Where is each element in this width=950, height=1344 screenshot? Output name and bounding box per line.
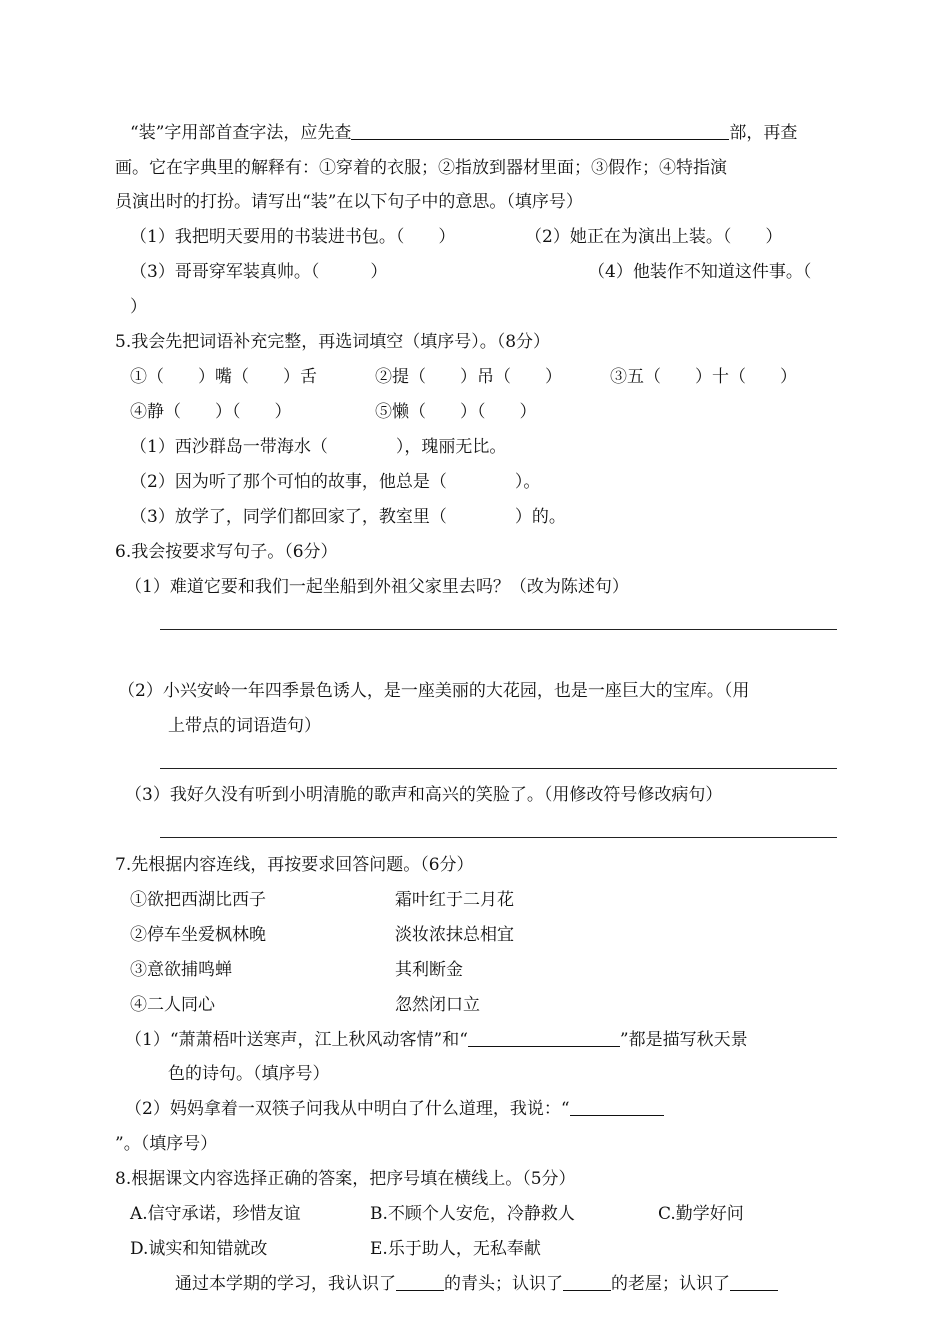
q5-word-3: ③五（ ）十（ ） <box>610 367 797 387</box>
answer-blank[interactable] <box>563 1274 611 1291</box>
q7-right-2[interactable]: 淡妆浓抹总相宜 <box>395 925 514 945</box>
q7-question-2-end: ”。（填序号） <box>115 1134 218 1154</box>
q7-left-1[interactable]: ①欲把西湖比西子 <box>130 890 266 910</box>
q4-line1-text: “装”字用部首查字法，应先查 <box>130 123 352 143</box>
q7-title: 7.先根据内容连线，再按要求回答问题。（6分） <box>115 855 474 875</box>
q7-question-2-text: （2）妈妈拿着一双筷子问我从中明白了什么道理，我说：“ <box>125 1099 570 1119</box>
q4-line3: 员演出时的打扮。请写出“装”在以下句子中的意思。（填序号） <box>115 192 583 212</box>
q7-right-3[interactable]: 其利断金 <box>395 960 463 980</box>
q7-right-1[interactable]: 霜叶红于二月花 <box>395 890 514 910</box>
q8-fill-text-c: 的老屋；认识了 <box>611 1274 730 1294</box>
q5-sentence-2: （2）因为听了那个可怕的故事，他总是（ ）。 <box>130 472 541 492</box>
q8-option-b: B.不顾个人安危，冷静救人 <box>370 1204 575 1224</box>
q7-left-4[interactable]: ④二人同心 <box>130 995 215 1015</box>
q4-sentence-4: （4）他装作不知道这件事。（ <box>588 262 812 282</box>
q4-line1-end: 部，再查 <box>729 123 798 143</box>
q5-word-1: ①（ ）嘴（ ）舌 <box>130 367 317 387</box>
q5-sentence-3: （3）放学了，同学们都回家了，教室里（ ）的。 <box>130 507 566 527</box>
q5-word-2: ②提（ ）吊（ ） <box>375 367 562 387</box>
q7-question-1-cont: 色的诗句。（填序号） <box>168 1064 330 1084</box>
q7-question-2 <box>125 1098 664 1120</box>
answer-blank[interactable] <box>468 1030 620 1047</box>
q6-sentence-1: （1）难道它要和我们一起坐船到外祖父家里去吗？（改为陈述句） <box>125 577 629 597</box>
q7-question-1 <box>125 1029 748 1051</box>
q4-sentence-3: （3）哥哥穿军装真帅。（ ） <box>130 262 388 282</box>
q8-title: 8.根据课文内容选择正确的答案，把序号填在横线上。（5分） <box>115 1169 576 1189</box>
q5-word-4: ④静（ ）（ ） <box>130 402 292 422</box>
q7-left-3[interactable]: ③意欲捕鸣蝉 <box>130 960 232 980</box>
q5-word-5: ⑤懒（ ）（ ） <box>375 402 537 422</box>
q7-right-4[interactable]: 忽然闭口立 <box>395 995 480 1015</box>
q4-sentence-1: （1）我把明天要用的书装进书包。（ ） <box>130 227 456 247</box>
q6-answer-line-1[interactable] <box>160 629 837 630</box>
q6-sentence-3: （3）我好久没有听到小明清脆的歌声和高兴的笑脸了。（用修改符号修改病句） <box>125 785 723 805</box>
q7-question-1-end: ”都是描写秋天景 <box>619 1030 748 1050</box>
q8-option-e: E.乐于助人，无私奉献 <box>370 1239 541 1259</box>
answer-blank[interactable] <box>730 1274 778 1291</box>
q8-fill-text <box>175 1273 778 1295</box>
q6-sentence-2a: （2）小兴安岭一年四季景色诱人，是一座美丽的大花园，也是一座巨大的宝库。（用 <box>118 681 750 701</box>
q4-line2: 画。它在字典里的解释有：①穿着的衣服；②指放到器材里面；③假作；④特指演 <box>115 158 727 178</box>
q7-question-1-text: （1）“萧萧梧叶送寒声，江上秋风动客情”和“ <box>125 1030 468 1050</box>
q6-title: 6.我会按要求写句子。（6分） <box>115 542 338 562</box>
q8-option-c: C.勤学好问 <box>658 1204 744 1224</box>
q6-answer-line-2[interactable] <box>160 768 837 769</box>
q6-answer-line-3[interactable] <box>160 837 837 838</box>
q4-sentence-2: （2）她正在为演出上装。（ ） <box>525 227 783 247</box>
q8-fill-text-b: 的青头；认识了 <box>444 1274 563 1294</box>
q5-sentence-1: （1）西沙群岛一带海水（ ），瑰丽无比。 <box>130 437 507 457</box>
q4-sentence-4-end: ） <box>130 297 147 317</box>
answer-blank[interactable] <box>351 123 729 140</box>
q6-sentence-2b: 上带点的词语造句） <box>168 716 321 736</box>
q8-option-d: D.诚实和知错就改 <box>130 1239 268 1259</box>
answer-blank[interactable] <box>570 1099 664 1116</box>
q8-fill-text-a: 通过本学期的学习，我认识了 <box>175 1274 396 1294</box>
q5-title: 5.我会先把词语补充完整，再选词填空（填序号）。（8分） <box>115 332 551 352</box>
q8-option-a: A.信守承诺，珍惜友谊 <box>130 1204 301 1224</box>
q4-line1 <box>130 122 797 144</box>
q7-left-2[interactable]: ②停车坐爱枫林晚 <box>130 925 266 945</box>
answer-blank[interactable] <box>396 1274 444 1291</box>
